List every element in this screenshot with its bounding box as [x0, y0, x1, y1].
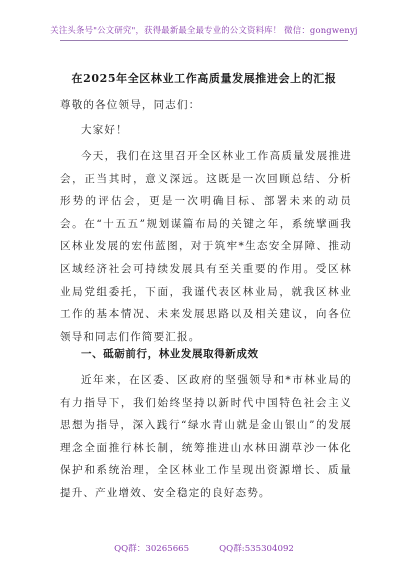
salutation: 尊敬的各位领导，同志们： [60, 99, 201, 111]
document-title: 在2025年全区林业工作高质量发展推进会上的汇报 [71, 72, 337, 85]
header-promo-note: 关注头条号"公文研究"，获得最新最全最专业的公文资料库！ 微信：gongwenyj [50, 25, 358, 35]
footer-qq-group-1: QQ群：30265665 [114, 544, 190, 554]
greeting: 大家好！ [81, 124, 128, 136]
footer-qq-group-2: QQ群:535304092 [219, 544, 294, 554]
footer-contact [0, 542, 408, 554]
section-heading-1: 一、砥砺前行，林业发展取得新成效 [81, 348, 259, 360]
paragraph-achievements: 近年来，在区委、区政府的坚强领导和*市林业局的有力指导下，我们始终坚持以新时代中国特色社会主义思想为指导，深入践行“绿水青山就是金山银山”的发展理念全面推行林长制，统筹推进山水林田湖草沙一体化保护和系统治理，全区林业工作呈现出资源增长、质量提升、产业增效、安全稳定的良好态势。 [60, 374, 352, 499]
header-divider [60, 40, 348, 41]
paragraph-intro: 今天，我们在这里召开全区林业工作高质量发展推进会，正当其时，意义深远。这既是一次回顾总结、分析形势的评估会，更是一次明确目标、部署未来的动员会。在“十五五”规划谋篇布局的关键之年，系统擘画我区林业发展的宏伟蓝图，对于筑牢*生态安全屏障、推动区域经济社会可持续发展具有至关重要的作用。受区林业局党组委托，下面，我谨代表区林业局，就我区林业工作的基本情况、未来发展思路以及相关建议，向各位领导和同志们作简要汇报。 [60, 150, 352, 343]
